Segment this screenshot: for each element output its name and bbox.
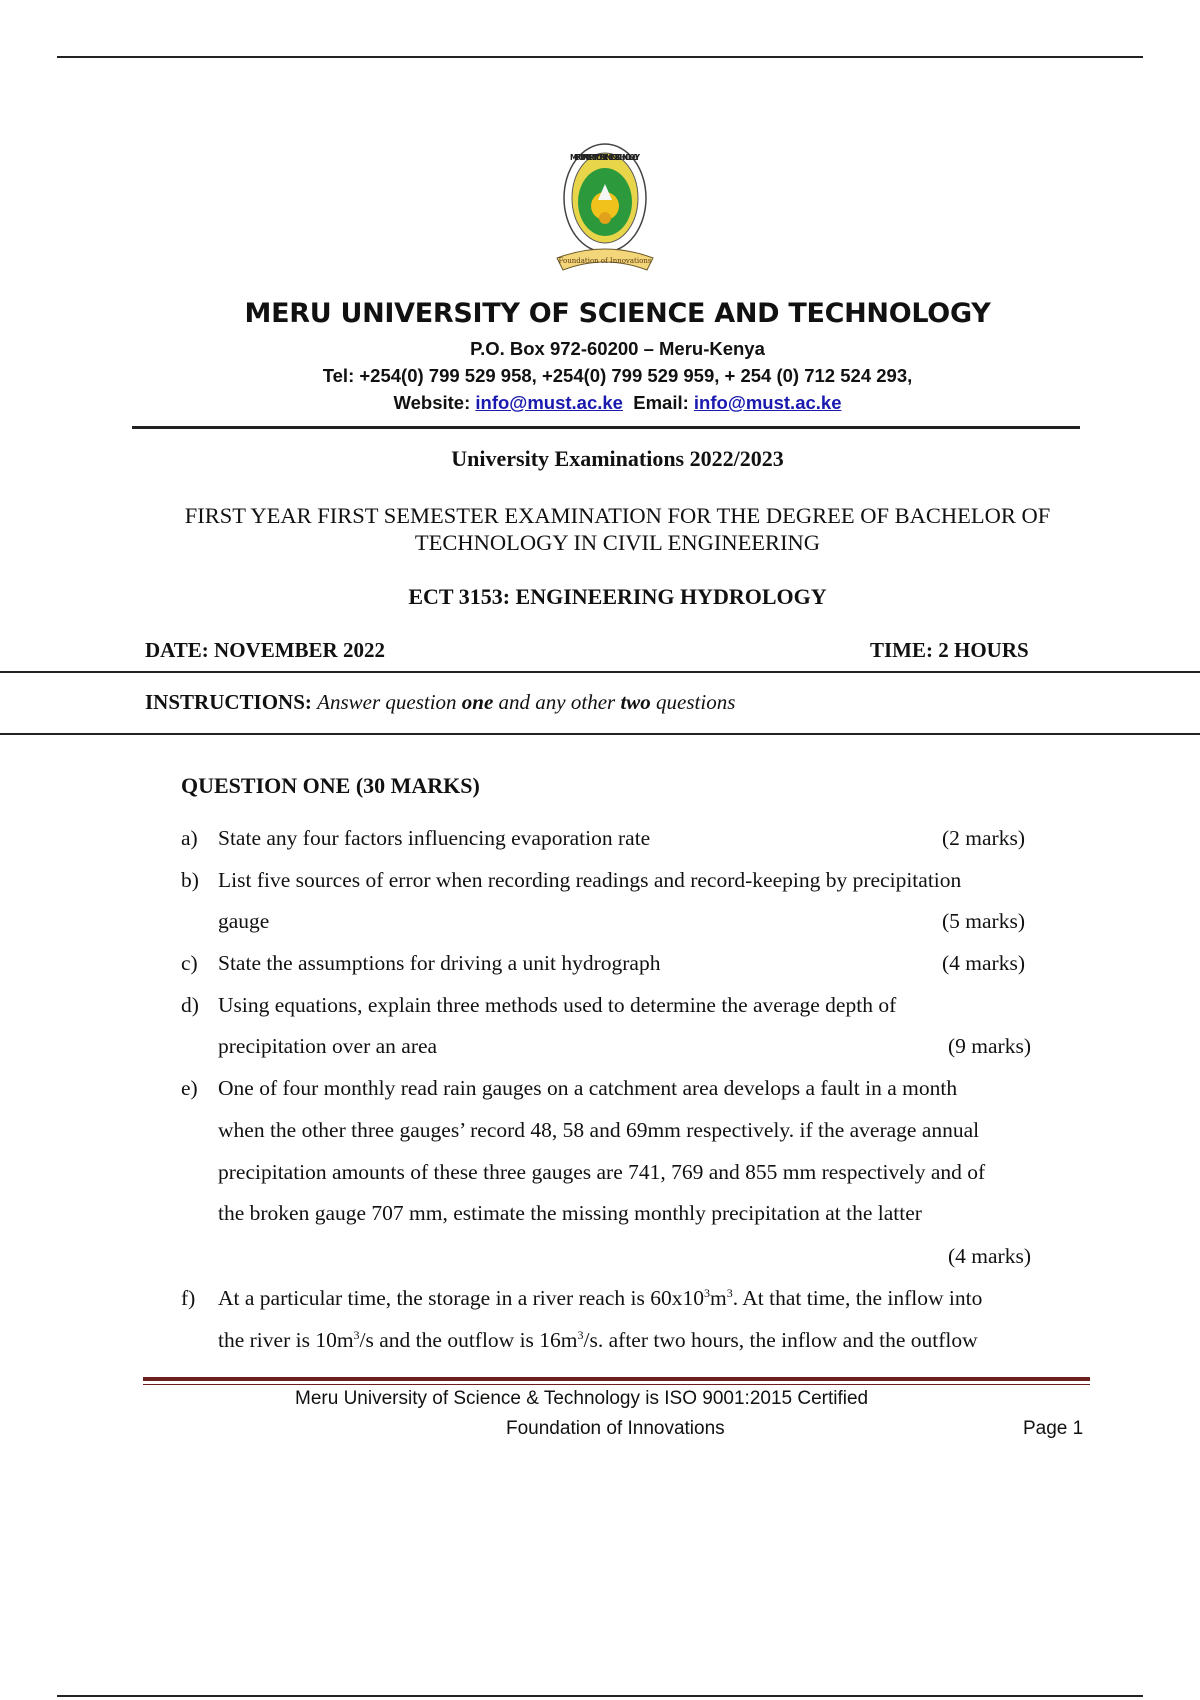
header-rule	[132, 426, 1080, 429]
item-d-marks: (9 marks)	[948, 1034, 1031, 1058]
item-e-letter: e)	[181, 1076, 198, 1100]
item-b-marks: (5 marks)	[942, 909, 1025, 933]
f-l2-sup-2: 3	[577, 1328, 584, 1342]
item-d-line2: precipitation over an area	[218, 1034, 438, 1058]
f-l1-text-b: m	[709, 1286, 727, 1311]
item-b-line1: List five sources of error when recording readings and record-keeping by precipitation	[218, 868, 962, 892]
f-l1-text-c: . At that time, the inflow into	[732, 1286, 983, 1311]
logo-text: MERU UNIVERSITY OF SCIENCE & TECHNOLOGY	[570, 153, 640, 162]
instr-text-4: two	[620, 690, 651, 714]
top-rule	[57, 56, 1143, 58]
exam-title	[120, 502, 1115, 556]
web-email-line	[0, 392, 1200, 414]
exam-year: University Examinations 2022/2023	[451, 446, 784, 471]
footer-motto: Foundation of Innovations	[506, 1418, 725, 1439]
instr-text-2: one	[461, 690, 494, 714]
instr-text-5: questions	[656, 690, 736, 714]
item-d-letter: d)	[181, 993, 199, 1017]
item-f-line1	[218, 1286, 982, 1311]
website-label: Website:	[393, 392, 471, 413]
item-c-letter: c)	[181, 951, 198, 975]
bottom-rule	[57, 1695, 1143, 1697]
item-e-line4: the broken gauge 707 mm, estimate the missing monthly precipitation at the latter	[218, 1201, 922, 1225]
instructions-top-rule	[0, 671, 1200, 673]
logo-motto: Foundation of Innovations	[558, 257, 652, 265]
footer-iso: Meru University of Science & Technology is ISO 9001:2015 Certified	[295, 1388, 869, 1409]
footer-rule-thick	[143, 1377, 1090, 1381]
f-l1-text-a: At a particular time, the storage in a river reach is 60x10	[218, 1286, 704, 1311]
item-e-line1: One of four monthly read rain gauges on a catchment area develops a fault in a month	[218, 1076, 958, 1100]
course-code: ECT 3153: ENGINEERING HYDROLOGY	[408, 584, 827, 609]
f-l2-text-b: /s and the outflow is 16m	[359, 1328, 578, 1353]
instr-text-1: Answer question	[317, 690, 457, 714]
item-a-marks: (2 marks)	[942, 826, 1025, 850]
item-e-line2: when the other three gauges’ record 48, 58 and 69mm respectively. if the average annual	[218, 1118, 980, 1142]
f-l1-sup-2: 3	[726, 1286, 733, 1300]
f-l2-text-c: /s. after two hours, the inflow and the outflow	[583, 1328, 978, 1353]
item-e-line3: precipitation amounts of these three gauges are 741, 769 and 855 mm respectively and of	[218, 1160, 986, 1184]
instructions-bottom-rule	[0, 733, 1200, 735]
website-link[interactable]: info@must.ac.ke	[475, 392, 623, 413]
f-l2-text-a: the river is 10m	[218, 1328, 354, 1353]
item-a-letter: a)	[181, 826, 198, 850]
exam-time: TIME: 2 HOURS	[870, 638, 1029, 662]
item-c-text: State the assumptions for driving a unit hydrograph	[218, 951, 661, 975]
exam-date: DATE: NOVEMBER 2022	[145, 638, 385, 662]
item-b-letter: b)	[181, 868, 199, 892]
instr-text-3: and any other	[498, 690, 616, 714]
item-a-text: State any four factors influencing evaporation rate	[218, 826, 651, 850]
page-number: Page 1	[1023, 1418, 1084, 1439]
exam-title-line1: FIRST YEAR FIRST SEMESTER EXAMINATION FOR THE DEGREE OF BACHELOR OF	[184, 503, 1051, 528]
item-d-line1: Using equations, explain three methods used to determine the average depth of	[218, 993, 897, 1017]
item-c-marks: (4 marks)	[942, 951, 1025, 975]
question-heading: QUESTION ONE (30 MARKS)	[181, 773, 480, 798]
f-l1-sup-1: 3	[703, 1286, 710, 1300]
university-logo	[549, 140, 661, 282]
item-f-letter: f)	[181, 1286, 196, 1310]
instructions-label: INSTRUCTIONS:	[145, 690, 312, 714]
exam-title-line2: TECHNOLOGY IN CIVIL ENGINEERING	[414, 530, 821, 555]
item-e-marks: (4 marks)	[948, 1244, 1031, 1268]
footer-rule-thin	[143, 1384, 1090, 1385]
email-link[interactable]: info@must.ac.ke	[693, 392, 842, 413]
item-f-line2	[218, 1328, 978, 1353]
telephone: Tel: +254(0) 799 529 958, +254(0) 799 529 959, + 254 (0) 712 524 293,	[322, 365, 913, 386]
instructions	[145, 690, 735, 715]
item-b-line2: gauge	[218, 909, 270, 933]
email-label: Email:	[633, 392, 689, 413]
po-box: P.O. Box 972-60200 – Meru-Kenya	[470, 338, 765, 359]
university-name: MERU UNIVERSITY OF SCIENCE AND TECHNOLOGY	[244, 298, 991, 329]
f-l2-sup-1: 3	[353, 1328, 360, 1342]
